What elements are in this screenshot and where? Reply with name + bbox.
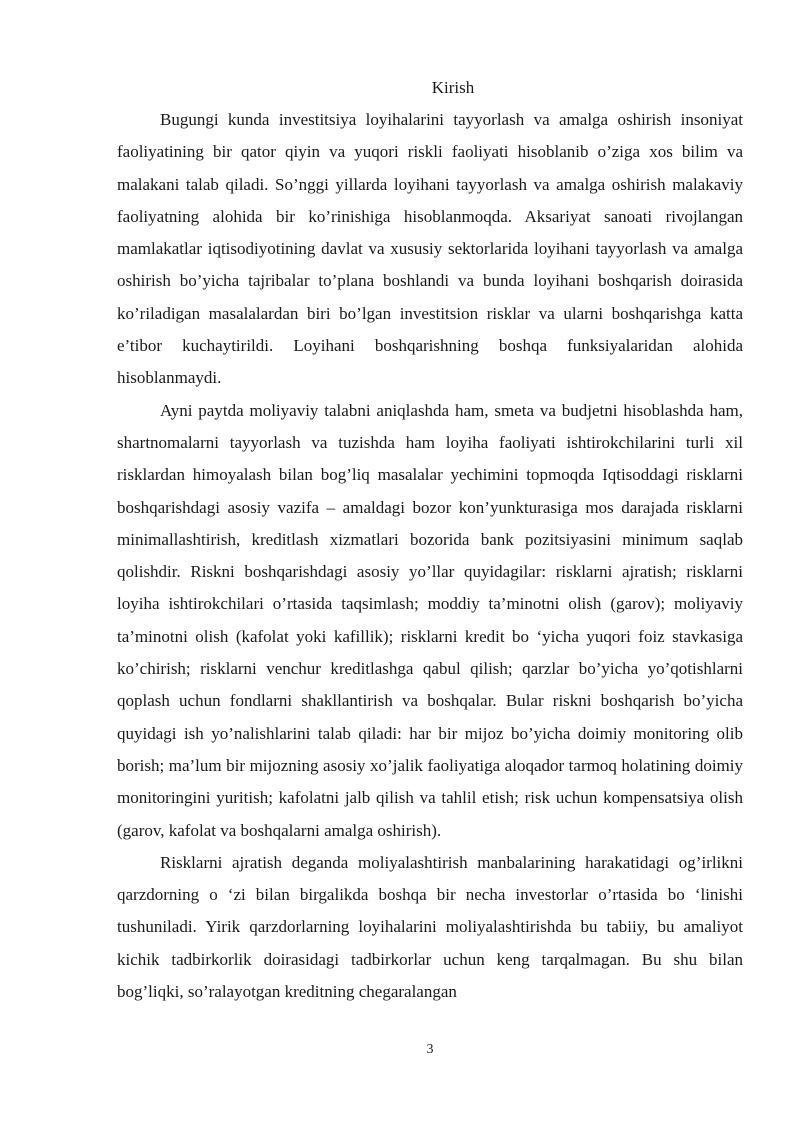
paragraph-2: Ayni paytda moliyaviy talabni aniqlashda ham, smeta va budjetni hisoblashda ham, shartnomalarni tayyorlash va tuzishda ham loyiha faoliyati ishtirokchilarini turli xil risklardan himoyalash bilan bog’liq masalalar yechimini topmoqda Iqtisoddagi risklarni boshqarishdagi asosiy vazifa – amaldagi bozor kon’yunkturasiga mos darajada risklarni minimallashtirish, kreditlash xizmatlari bozorida bank pozitsiyasini minimum saqlab qolishdir. Riskni boshqarishdagi asosiy yo’llar quyidagilar: risklarni ajratish; risklarni loyiha ishtirokchilari o’rtasida taqsimlash; moddiy ta’minotni olish (garov); moliyaviy ta’minotni olish (kafolat yoki kafillik); risklarni kredit bo ‘yicha yuqori foiz stavkasiga ko’chirish; risklarni venchur kreditlashga qabul qilish; qarzlar bo’yicha yo’qotishlarni qoplash uchun fondlarni shakllantirish va boshqalar. Bular riskni boshqarish bo’yicha quyidagi ish yo’nalishlarini talab qiladi: har bir mijoz bo’yicha doimiy monitoring olib borish; ma’lum bir mijozning asosiy xo’jalik faoliyatiga aloqador tarmoq holatining doimiy monitoringini yuritish; kafolatni jalb qilish va tahlil etish; risk uchun kompensatsiya olish (garov, kafolat va boshqalarni amalga oshirish). [117,400,743,840]
page-number: 3 [426,1042,434,1057]
section-title: Kirish [431,78,475,97]
paragraph-1: Bugungi kunda investitsiya loyihalarini tayyorlash va amalga oshirish insoniyat faoliyatining bir qator qiyin va yuqori riskli faoliyati hisoblanib o’ziga xos bilim va malakani talab qiladi. So’nggi yillarda loyihani tayyorlash va amalga oshirish malakaviy faoliyatning alohida bir ko’rinishiga hisoblanmoqda. Aksariyat sanoati rivojlangan mamlakatlar iqtisodiyotining davlat va xususiy sektorlarida loyihani tayyorlash va amalga oshirish bo’yicha tajribalar to’plana boshlandi va bunda loyihani boshqarish doirasida ko’riladigan masalalardan biri bo’lgan investitsion risklar va ularni boshqarishga katta e’tibor kuchaytirildi. Loyihani boshqarishning boshqa funksiyalaridan alohida hisoblanmaydi. [117,110,743,388]
body-text [117,104,743,1008]
paragraph-3: Risklarni ajratish deganda moliyalashtirish manbalarining harakatidagi og’irlikni qarzdorning o ‘zi bilan birgalikda boshqa bir necha investorlar o’rtasida bo ‘linishi tushuniladi. Yirik qarzdorlarning loyihalarini moliyalashtirishda bu tabiiy, bu amaliyot kichik tadbirkorlik doirasidagi tadbirkorlar uchun keng tarqalmagan. Bu shu bilan bog’liqki, so’ralayotgan kreditning chegaralangan [117,852,743,1002]
